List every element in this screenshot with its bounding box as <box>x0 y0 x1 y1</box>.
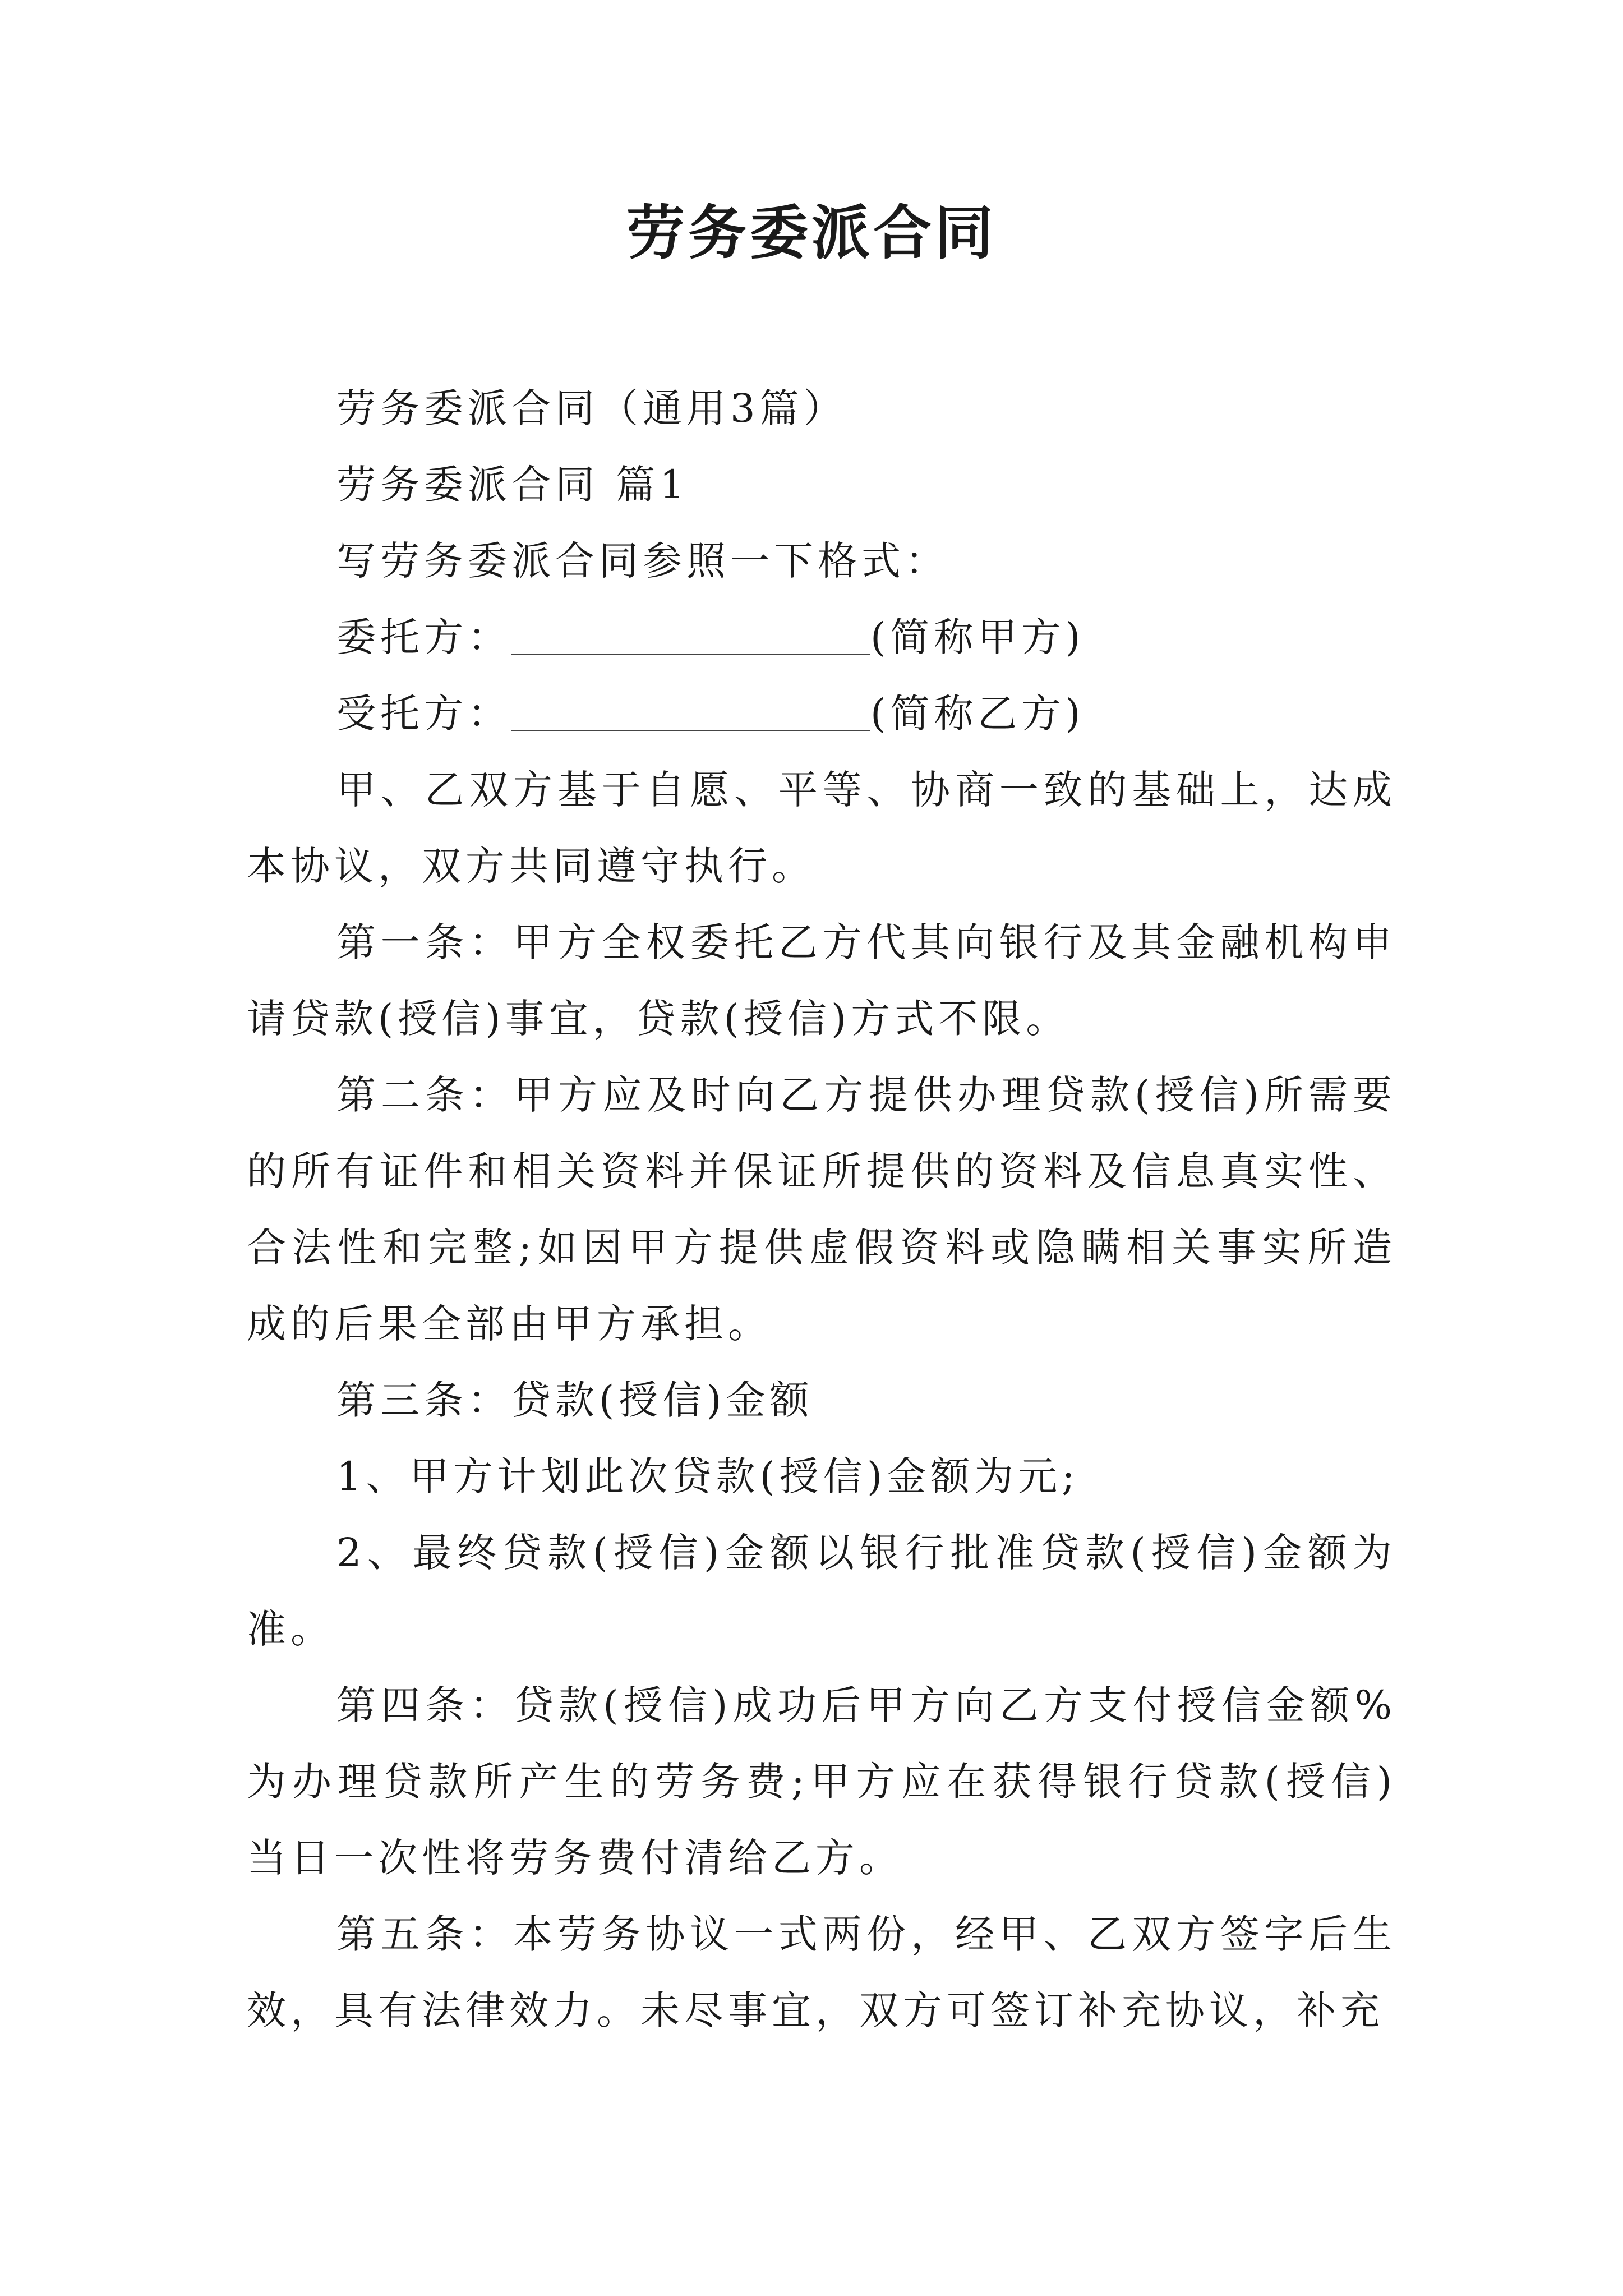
party-a-line <box>247 599 1396 675</box>
format-intro: 写劳务委派合同参照一下格式： <box>336 538 949 584</box>
article-3-heading: 第三条：贷款(授信)金额 <box>336 1377 814 1423</box>
article-4: 第四条：贷款(授信)成功后甲方向乙方支付授信金额%为办理贷款所产生的劳务费;甲方应在获得银行贷款(授信)当日一次性将劳务费付清给乙方。 <box>247 1682 1396 1881</box>
preamble-paragraph: 甲、乙双方基于自愿、平等、协商一致的基础上，达成本协议，双方共同遵守执行。 <box>247 767 1396 889</box>
party-a-blank <box>511 609 870 655</box>
section-heading: 劳务委派合同 篇1 <box>336 462 689 508</box>
document-body <box>247 370 1396 2049</box>
document-subtitle: 劳务委派合同（通用3篇） <box>336 385 847 431</box>
article-1: 第一条：甲方全权委托乙方代其向银行及其金融机构申请贷款(授信)事宜，贷款(授信)方式不限。 <box>247 919 1396 1042</box>
party-b-line <box>247 675 1396 752</box>
party-b-suffix: (简称乙方) <box>870 691 1085 737</box>
document-title: 劳务委派合同 <box>626 199 997 267</box>
article-5: 第五条：本劳务协议一式两份，经甲、乙双方签字后生效，具有法律效力。未尽事宜，双方可签订补充协议，补充 <box>247 1911 1396 2033</box>
article-3-item-1: 1、甲方计划此次贷款(授信)金额为元; <box>336 1453 1080 1499</box>
party-a-suffix: (简称甲方) <box>870 614 1085 660</box>
party-a-label: 委托方： <box>336 614 511 660</box>
party-b-blank <box>511 685 870 731</box>
article-3-item-2: 2、最终贷款(授信)金额以银行批准贷款(授信)金额为准。 <box>247 1530 1396 1652</box>
article-2: 第二条：甲方应及时向乙方提供办理贷款(授信)所需要的所有证件和相关资料并保证所提供的资料及信息真实性、合法性和完整;如因甲方提供虚假资料或隐瞒相关事实所造成的后果全部由甲方承担。 <box>247 1072 1396 1347</box>
party-b-label: 受托方： <box>336 691 511 737</box>
